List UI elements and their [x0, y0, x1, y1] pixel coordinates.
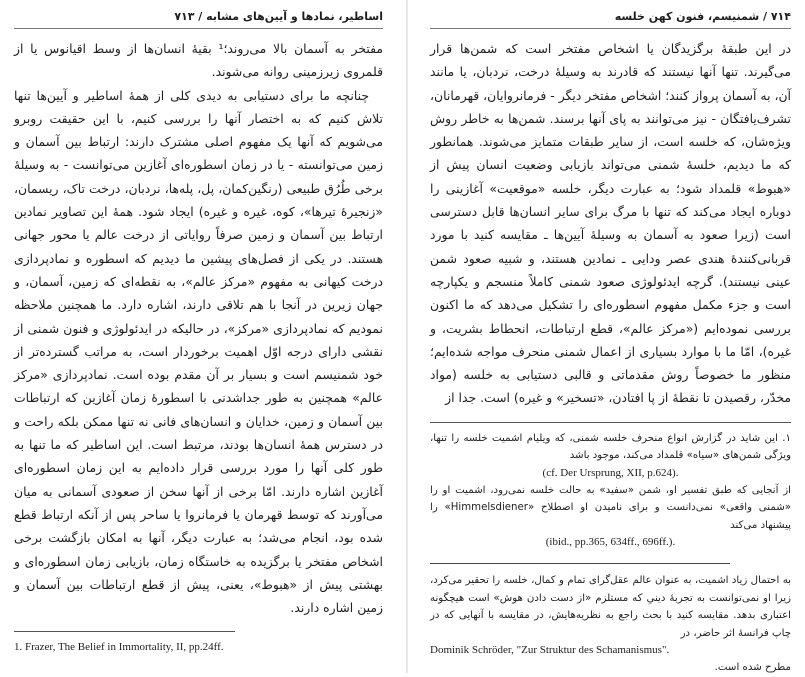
footnote-divider	[14, 631, 235, 632]
header-page-title: ۷۱۴ / شمنیسم، فنون کهن خلسه	[614, 10, 791, 23]
running-header	[14, 10, 383, 29]
body-paragraph: مفتخر به آسمان بالا می‌روند؛¹ بقیهٔ انسان‌ها از وسط اقیانوس یا از قلمروی زیرزمینی روانه می‌شوند.	[14, 41, 383, 80]
running-header	[430, 10, 791, 29]
footnote-divider	[430, 422, 791, 423]
body-paragraph: چنانچه ما برای دستیابی به دیدی کلی از همهٔ اساطیر و آیین‌ها تنها تلاش کنیم که به اختصار آنها را بررسی کنیم، با این حقیقت روبرو می‌شویم که آنها یک مفهوم اصلی مشترک دارند: ارتباط بین آسمان و زمین می‌توانسته - یا در زمان اسطوره‌ای آغازین می‌توانست - به وسیلهٔ برخی طُرُق طبیعی (رنگین‌کمان، پل، پله‌ها، نردبان، درخت تاک، ریسمان، «زنجیرهٔ تیرها»، کوه، غیره و غیره) ایجاد شود. همهٔ این تصاویر نمادین ارتباط بین آسمان و زمین صرفاً روایاتی از درخت عالم یا محور جهانی هستند. در یکی از فصل‌های پیشین ما دیدیم که اسطوره و نمادپردازی درخت کیهانی به مفهوم «مرکز عالم»، به نقطه‌ای که زمین، آسمان، و جهان زیرین در آنجا با هم تلاقی دارند، اشاره دارد. ما همچنین ملاحظه نمودیم که نمادپردازی «مرکز»، در حالیکه در ایدئولوژی و فنون شمنی از نقشی دارای درجه اوّل اهمیت برخوردار است، به مراتب گسترده‌تر از خود شمنیسم است و بسیار بر آن مقدم بوده است. نمادپردازی «مرکز عالم» همچنین به طور جداشدنی با اسطورهٔ زمان آغازین که ارتباطات بین آسمان و زمین، خدایان و انسان‌های فانی نه تنها ممکن بلکه راحت و در دسترس همهٔ انسان‌ها بودند، مرتبط است. این اساطیر که ما تنها به طور کلی آنها را مورد بررسی قرار داده‌ایم به این زمان اسطوره‌ای آغازین اشاره دارند. امّا برخی از آنها سخن از صعودی آسمانی به میان می‌آورند که توسط قهرمان یا فرمانروا یا ساحر پس از آنکه ارتباط قطع شده بود، انجام می‌شد؛ به عبارت دیگر، آنها به امکان بازگشت برخی اشخاص مفتخر یا برگزیده به خاستگاه زمان، بازیابی زمان اسطوره‌ای و بهشتی پیش از «هبوط»، یعنی، پیش از قطع ارتباطات بین آسمان و زمین اشاره دارند.	[14, 87, 383, 616]
right-page	[410, 0, 805, 673]
body-text	[430, 37, 791, 410]
footnote-reference: (cf. Der Ursprung, XII, p.624).	[542, 466, 679, 479]
footnote-text: 1. Frazer, The Belief in Immortality, II, pp.24ff.	[14, 641, 224, 654]
footnote-inner-divider	[430, 563, 730, 564]
body-paragraph: در این طبقهٔ برگزیدگان یا اشخاص مفتخر است که شمن‌ها قرار می‌گیرند. تنها آنها نیستند که قادرند به وسیلهٔ درخت، نردبان، یا مانند آن، به آسمان پرواز کنند؛ اشخاص مفتخر دیگر - فرمانروایان، قهرمانان، تشرف‌یافتگان - نیز می‌توانند به پای آنها برسند. شمن‌ها به خاطر روش ویژه‌شان، که خلسه است، از سایر طبقات متمایز می‌شوند. همانطور که ما دیدیم، خلسهٔ شمنی می‌تواند بازیابی وضعیت انسان پیش از «هبوط» قلمداد شود؛ به عبارت دیگر، خلسه «موقعیت» آغازینی را دوباره ایجاد می‌کند که تنها با مرگ برای سایر انسان‌ها قابل دسترسی است (زیرا صعود به آسمان به وسیلهٔ آیین‌ها ـ مقایسه کنید با مورد قربانی‌کنندهٔ هندی عصر ودایی ـ نمادین هستند، و شبیه صعود شمن عینی نیستند). گرچه ایدئولوژی صعود شمنی کاملاً منسجم و یکپارچه است و جزء مکمل مفهوم اسطوره‌ای را تشکیل می‌دهد که ما اکنون بررسی نموده‌ایم («مرکز عالم»، قطع ارتباطات، انحطاط بشریت، و غیره)، امّا ما با موارد بسیاری از اعمال شمنی منحرف مواجه شده‌ایم؛ منظور ما خصوصاً روش مقدماتی و قالبی دستیابی به خلسه (مواد مخدّر، رقصیدن تا نقطهٔ از پا افتادن، «تسخیر» و غیره) است. جدا از	[430, 41, 791, 406]
body-text	[14, 37, 383, 619]
header-page-title: اساطیر، نمادها و آیین‌های مشابه / ۷۱۳	[174, 10, 383, 23]
page-gutter	[406, 0, 408, 673]
footnote-text: از آنجایی که طبق تفسیر او، شمن «سفید» به حالت خلسه نمی‌رود، اشمیت او را «شمنی واقعی» نمی‌دانست و برای نامیدن او اصطلاح «Himmelsdiener» را پیشنهاد می‌کند	[430, 484, 791, 531]
footnote-text: ۱. این شاید در گزارش انواع منحرف خلسه شمنی، که ویلیام اشمیت خلسه را تنها، ویژگی شمن‌های «سیاه» قلمداد می‌کند، موجود باشد	[430, 432, 791, 462]
footnote-reference: (ibid., pp.365, 634ff., 696ff.).	[545, 536, 676, 549]
footnote-text: مطرح شده است.	[714, 662, 791, 674]
footnote-reference: Dominik Schröder, "Zur Struktur des Schamanismus".	[430, 644, 670, 657]
footnote-text: به احتمال زیاد اشمیت، به عنوان عالم عقل‌گرای تمام و کمال، خلسه را تحقیر می‌کرد، زیرا او نمی‌توانست به تجربهٔ دینیِ که مستلزم «از دست دادن هوش» است هیچگونه اعتباری بدهد. مقایسه کنید با بحث راجع به نظریه‌هایش، در مقایسه با آنهایی که در چاپ فرانسهٔ اثر حاضر، در	[430, 575, 791, 639]
